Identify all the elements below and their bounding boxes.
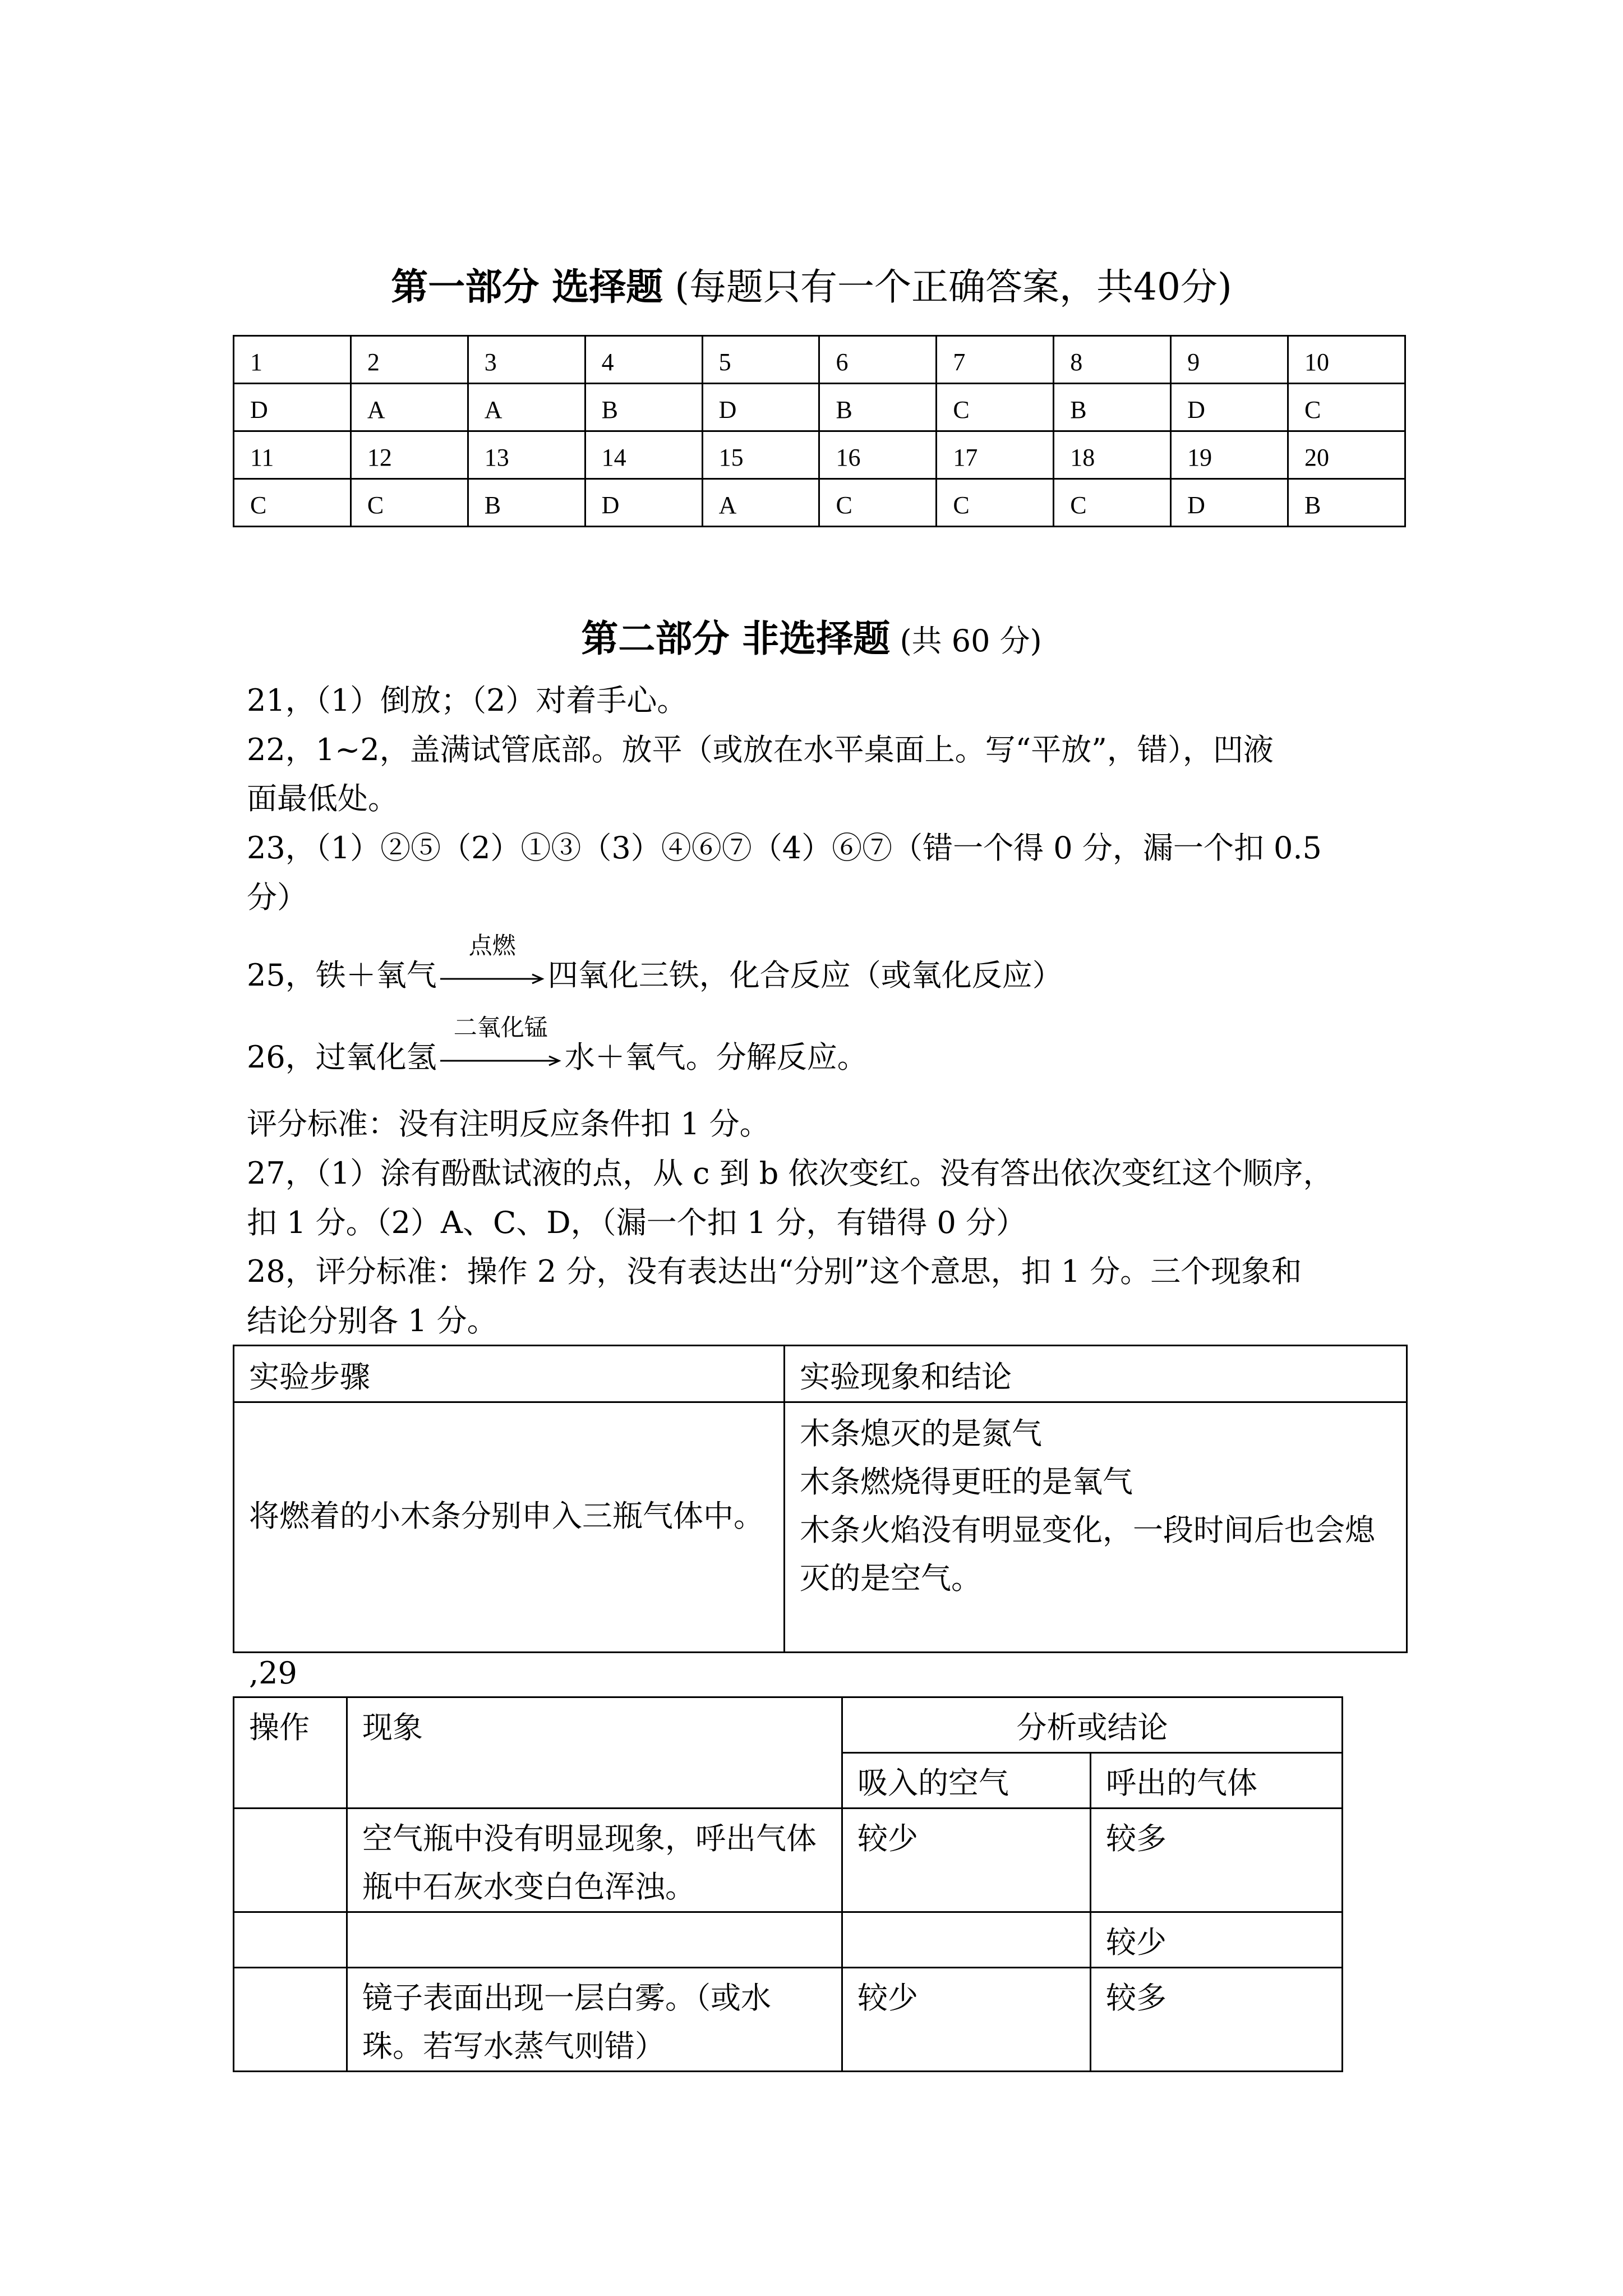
answer-cell: D — [702, 384, 819, 431]
answer-cell: A — [351, 384, 468, 431]
answer-cell: D — [1171, 479, 1288, 527]
answer-cell: D — [585, 479, 702, 527]
experiment-result — [785, 1402, 1407, 1653]
question-number: 11 — [234, 431, 351, 479]
answer-line-27-cont: 扣 1 分。（2）A、C、D，（漏一个扣 1 分，有错得 0 分） — [247, 1205, 1027, 1240]
part1-note: (每题只有一个正确答案，共40分) — [663, 265, 1232, 309]
table-row — [234, 431, 1405, 479]
answer-line-23: 23，（1）②⑤（2）①③（3）④⑥⑦（4）⑥⑦（错一个得 0 分，漏一个扣 0.5 — [247, 830, 1322, 866]
question-number: 8 — [1054, 336, 1171, 384]
answer-cell: B — [1054, 384, 1171, 431]
question-number: 17 — [937, 431, 1054, 479]
answer-line-26 — [247, 1014, 868, 1075]
equation-reactants: 25，铁＋氧气 — [247, 958, 437, 993]
reaction-arrow — [439, 1014, 562, 1068]
answer-line-29: ,29 — [249, 1655, 297, 1691]
answer-cell: C — [351, 479, 468, 527]
answer-cell: D — [234, 384, 351, 431]
operation-cell — [234, 1809, 347, 1912]
table-header: 实验现象和结论 — [785, 1346, 1407, 1402]
experiment-table-28 — [233, 1345, 1408, 1653]
experiment-step: 将燃着的小木条分别申入三瓶气体中。 — [234, 1402, 785, 1653]
answer-cell: C — [937, 384, 1054, 431]
inhaled-cell: 较少 — [842, 1809, 1091, 1912]
question-number: 12 — [351, 431, 468, 479]
answer-line-27: 27，（1）涂有酚酞试液的点，从 c 到 b 依次变红。没有答出依次变红这个顺序， — [247, 1156, 1334, 1191]
question-number: 5 — [702, 336, 819, 384]
question-number: 16 — [819, 431, 937, 479]
result-air: 木条火焰没有明显变化，一段时间后也会熄灭的是空气。 — [800, 1512, 1375, 1596]
question-number: 3 — [468, 336, 585, 384]
part1-title: 第一部分 选择题 — [391, 265, 663, 309]
arrow-icon — [439, 1047, 562, 1068]
table-header: 操作 — [234, 1697, 347, 1809]
answer-cell: D — [1171, 384, 1288, 431]
part2-note: (共 60 分) — [890, 623, 1042, 659]
answer-line-22: 22，1~2，盖满试管底部。放平（或放在水平桌面上。写“平放”，错），凹液 — [247, 732, 1274, 767]
answer-cell: C — [1288, 384, 1405, 431]
phenomenon-cell — [347, 1912, 842, 1968]
exhaled-cell: 较多 — [1091, 1809, 1343, 1912]
table-row — [234, 479, 1405, 527]
table-row — [234, 1968, 1343, 2072]
answer-cell: B — [1288, 479, 1405, 527]
breath-analysis-table-29 — [233, 1696, 1343, 2072]
result-nitrogen: 木条熄灭的是氮气 — [800, 1416, 1042, 1451]
answer-line-25 — [247, 932, 1063, 993]
reaction-condition: 点燃 — [468, 932, 516, 959]
table-row — [234, 1809, 1343, 1912]
table-header: 实验步骤 — [234, 1346, 785, 1402]
question-number: 6 — [819, 336, 937, 384]
phenomenon-cell: 空气瓶中没有明显现象，呼出气体瓶中石灰水变白色浑浊。 — [347, 1809, 842, 1912]
table-header: 现象 — [347, 1697, 842, 1809]
table-row — [234, 336, 1405, 384]
answer-line-28: 28，评分标准：操作 2 分，没有表达出“分别”这个意思，扣 1 分。三个现象和 — [247, 1254, 1302, 1289]
question-number: 14 — [585, 431, 702, 479]
question-number: 9 — [1171, 336, 1288, 384]
choice-answer-table — [233, 335, 1406, 527]
answer-cell: C — [234, 479, 351, 527]
answer-cell: A — [468, 384, 585, 431]
table-header: 吸入的空气 — [842, 1753, 1091, 1809]
answer-line-22-cont: 面最低处。 — [247, 781, 398, 816]
equation-products: 四氧化三铁，化合反应（或氧化反应） — [547, 958, 1063, 993]
question-number: 10 — [1288, 336, 1405, 384]
table-row — [234, 1912, 1343, 1968]
question-number: 19 — [1171, 431, 1288, 479]
exhaled-cell: 较少 — [1091, 1912, 1343, 1968]
inhaled-cell: 较少 — [842, 1968, 1091, 2072]
answer-line-23-cont: 分） — [247, 880, 307, 915]
operation-cell — [234, 1912, 347, 1968]
result-oxygen: 木条燃烧得更旺的是氧气 — [800, 1464, 1133, 1499]
reaction-condition: 二氧化锰 — [453, 1014, 548, 1041]
answer-cell: A — [702, 479, 819, 527]
scoring-standard-line: 评分标准：没有注明反应条件扣 1 分。 — [247, 1106, 770, 1142]
question-number: 4 — [585, 336, 702, 384]
question-number: 7 — [937, 336, 1054, 384]
table-row — [234, 1697, 1343, 1753]
exhaled-cell: 较多 — [1091, 1968, 1343, 2072]
equation-reactants: 26，过氧化氢 — [247, 1039, 437, 1075]
answer-cell: C — [937, 479, 1054, 527]
question-number: 2 — [351, 336, 468, 384]
question-number: 18 — [1054, 431, 1171, 479]
table-header: 分析或结论 — [842, 1697, 1343, 1753]
question-number: 20 — [1288, 431, 1405, 479]
part2-heading — [0, 609, 1623, 662]
reaction-arrow — [439, 932, 546, 986]
operation-cell — [234, 1968, 347, 2072]
part2-title: 第二部分 非选择题 — [581, 616, 891, 660]
phenomenon-cell: 镜子表面出现一层白雾。（或水珠。若写水蒸气则错） — [347, 1968, 842, 2072]
arrow-icon — [439, 965, 546, 986]
answer-cell: B — [585, 384, 702, 431]
part1-heading — [0, 257, 1623, 310]
question-number: 1 — [234, 336, 351, 384]
question-number: 15 — [702, 431, 819, 479]
equation-products: 水＋氧气。分解反应。 — [564, 1039, 868, 1075]
answer-cell: C — [1054, 479, 1171, 527]
answer-line-28-cont: 结论分别各 1 分。 — [247, 1303, 497, 1338]
table-header: 呼出的气体 — [1091, 1753, 1343, 1809]
question-number: 13 — [468, 431, 585, 479]
answer-cell: B — [468, 479, 585, 527]
answer-line-21: 21，（1）倒放；（2）对着手心。 — [247, 683, 688, 718]
table-row — [234, 1402, 1407, 1653]
inhaled-cell — [842, 1912, 1091, 1968]
table-row — [234, 1346, 1407, 1402]
table-row — [234, 384, 1405, 431]
answer-cell: B — [819, 384, 937, 431]
answer-cell: C — [819, 479, 937, 527]
